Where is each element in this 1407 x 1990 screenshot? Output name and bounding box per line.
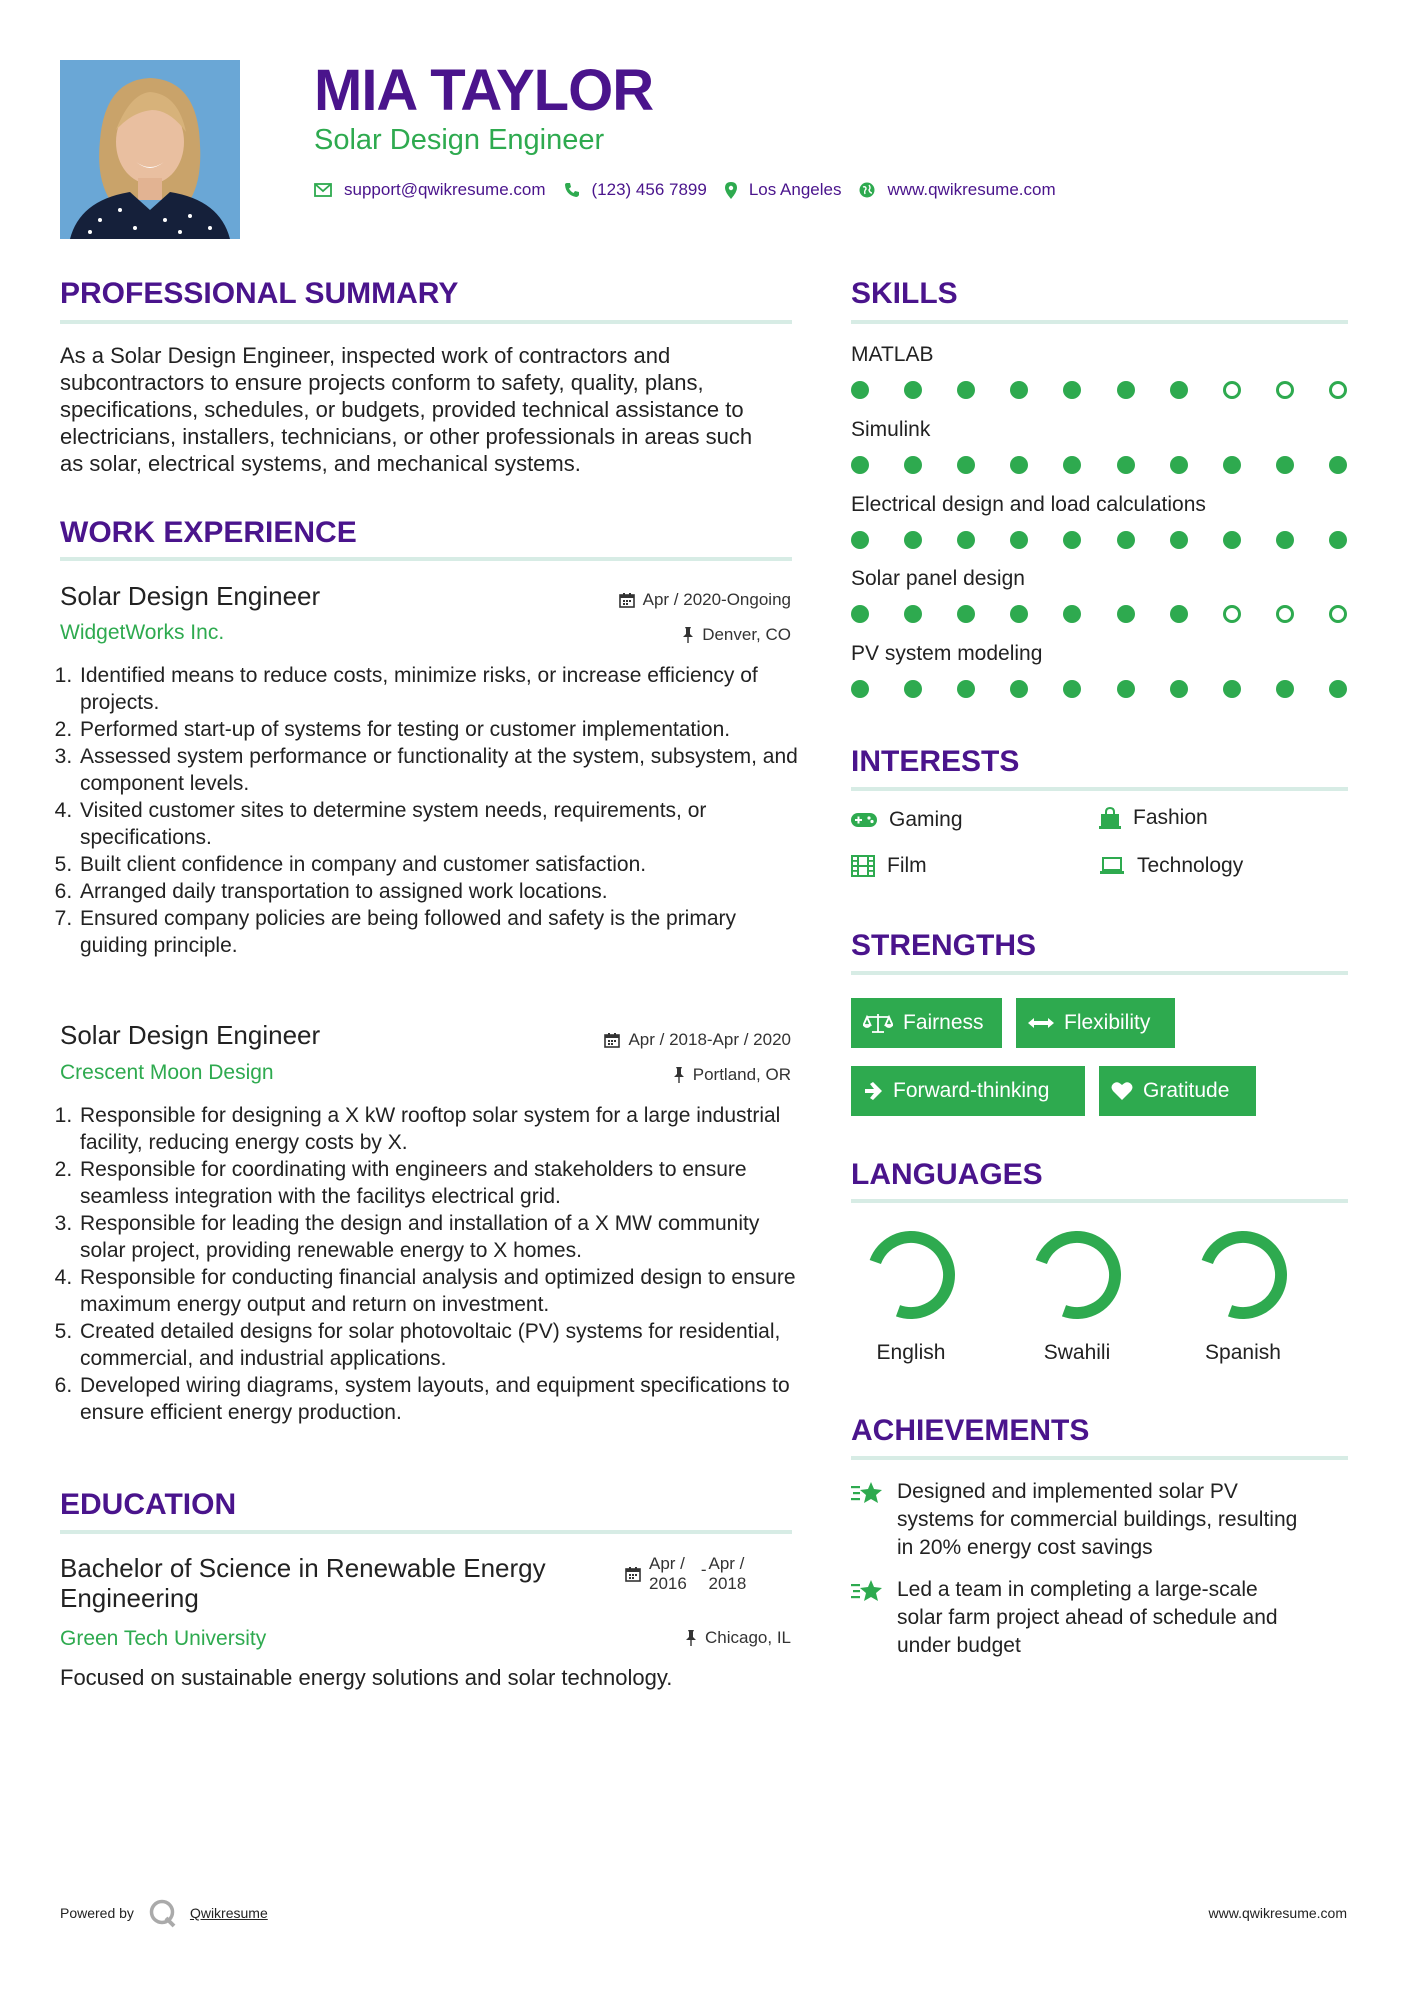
skill-dot-filled — [1276, 680, 1294, 698]
education-dates — [625, 1554, 746, 1594]
strength-fairness — [851, 998, 1002, 1048]
summary-text — [60, 342, 800, 477]
job-dates-text: Apr / 2018-Apr / 2020 — [628, 1030, 791, 1049]
language-name: Swahili — [1043, 1341, 1111, 1364]
skill-dot-filled — [851, 456, 869, 474]
skill-dot-empty — [1329, 605, 1347, 623]
contact-website[interactable] — [859, 180, 1055, 200]
skill-dot-filled — [1170, 381, 1188, 399]
interest-technology — [1099, 854, 1243, 878]
language-progress-ring — [1027, 1225, 1127, 1325]
skill-dot-filled — [1063, 605, 1081, 623]
shooting-star-icon — [851, 1578, 885, 1604]
education-location-text: Chicago, IL — [705, 1628, 791, 1647]
job-location-text: Denver, CO — [702, 625, 791, 644]
education-location — [685, 1627, 791, 1649]
contact-location — [725, 180, 842, 200]
job-duties — [60, 662, 798, 959]
languages-rule — [851, 1199, 1348, 1203]
skill-dot-empty — [1276, 381, 1294, 399]
interest-label: Film — [887, 854, 927, 877]
skill-dot-filled — [1010, 605, 1028, 623]
skill-dot-filled — [1329, 680, 1347, 698]
skill-dot-filled — [1010, 531, 1028, 549]
work-rule — [60, 557, 792, 561]
interest-label: Technology — [1137, 854, 1244, 877]
skill-dot-filled — [1117, 605, 1135, 623]
candidate-name: MIA TAYLOR — [314, 58, 654, 123]
qwikresume-link[interactable]: Qwikresume — [189, 1905, 268, 1921]
skill-dot-filled — [1170, 605, 1188, 623]
skill-item — [851, 417, 1347, 492]
education-start-year: 2016 — [649, 1574, 687, 1593]
achievements-rule — [851, 1456, 1348, 1460]
skill-dot-filled — [1329, 456, 1347, 474]
skill-dot-filled — [1117, 680, 1135, 698]
calendar-icon — [619, 592, 635, 608]
job-duties — [60, 1102, 798, 1426]
powered-by-text: Powered by — [60, 1905, 134, 1921]
skill-dot-filled — [1276, 456, 1294, 474]
skills-heading: SKILLS — [851, 277, 958, 310]
laptop-icon — [1099, 856, 1125, 876]
skill-dot-filled — [1223, 456, 1241, 474]
summary-line: specifications, schedules, or budgets, provided technical assistance to — [60, 397, 744, 422]
skill-dot-filled — [1223, 680, 1241, 698]
skill-dot-filled — [1117, 456, 1135, 474]
job-title: Solar Design Engineer — [60, 581, 321, 611]
language-name: English — [876, 1341, 946, 1364]
achievement-text — [897, 1576, 1278, 1660]
strength-label: Fairness — [903, 1011, 984, 1034]
shooting-star-icon — [851, 1480, 885, 1506]
pushpin-icon — [682, 627, 694, 643]
candidate-title: Solar Design Engineer — [314, 124, 605, 156]
profile-photo — [60, 60, 240, 239]
education-end — [709, 1554, 747, 1594]
strengths-rule — [851, 971, 1348, 975]
interest-film — [851, 854, 927, 878]
strength-label: Gratitude — [1143, 1079, 1230, 1102]
skill-name: Electrical design and load calculations — [851, 493, 1206, 516]
contact-email[interactable] — [314, 180, 546, 200]
skill-dot-filled — [851, 680, 869, 698]
skill-name: Solar panel design — [851, 567, 1025, 590]
skill-dot-empty — [1276, 605, 1294, 623]
strength-flexibility — [1016, 998, 1175, 1048]
interests-heading: INTERESTS — [851, 745, 1020, 778]
skill-rating — [851, 605, 1347, 623]
achievement-line: systems for commercial buildings, resulting — [897, 1508, 1298, 1531]
job-company: WidgetWorks Inc. — [60, 621, 225, 644]
balance-scale-icon — [863, 1012, 893, 1034]
duty-item: 2. Performed start-up of systems for testing or customer implementation. — [78, 716, 798, 743]
language-name: Spanish — [1205, 1341, 1281, 1364]
skill-dot-filled — [957, 605, 975, 623]
job-dates-text: Apr / 2020-Ongoing — [642, 590, 791, 609]
calendar-icon — [625, 1566, 641, 1582]
degree-line: Bachelor of Science in Renewable Energy — [60, 1553, 546, 1583]
language-arc — [875, 1237, 949, 1313]
interest-fashion — [1099, 806, 1208, 830]
contact-phone-text: (123) 456 7899 — [591, 180, 707, 199]
degree — [60, 1553, 620, 1613]
skill-dot-filled — [904, 531, 922, 549]
profile-photo-graphic — [60, 60, 240, 239]
skill-dot-filled — [851, 381, 869, 399]
summary-heading: PROFESSIONAL SUMMARY — [60, 277, 459, 310]
skill-dot-filled — [1170, 531, 1188, 549]
job-dates — [619, 589, 791, 611]
skill-dot-filled — [957, 680, 975, 698]
skill-dot-filled — [1063, 680, 1081, 698]
skill-dot-empty — [1329, 381, 1347, 399]
achievement-line: Designed and implemented solar PV — [897, 1480, 1238, 1503]
strength-label: Flexibility — [1064, 1011, 1151, 1034]
education-start-month: Apr / — [649, 1554, 685, 1573]
achievement-item — [851, 1478, 1297, 1562]
interest-label: Gaming — [889, 808, 963, 831]
duty-item: 5. Created detailed designs for solar photovoltaic (PV) systems for residential, commercial, and industrial applications. — [78, 1318, 798, 1372]
education-end-year: 2018 — [708, 1574, 747, 1593]
duty-item: 4. Responsible for conducting financial analysis and optimized design to ensure maximum energy output and return on investment. — [78, 1264, 798, 1318]
skill-dot-filled — [1117, 531, 1135, 549]
film-icon — [851, 855, 875, 877]
summary-rule — [60, 320, 792, 324]
work-heading: WORK EXPERIENCE — [60, 516, 357, 549]
achievement-line: Led a team in completing a large-scale — [897, 1578, 1258, 1601]
summary-line: electricians, installers, technicians, or other professionals in areas such — [60, 424, 753, 449]
school-name: Green Tech University — [60, 1627, 267, 1650]
language-progress-ring — [1193, 1225, 1293, 1325]
education-heading: EDUCATION — [60, 1488, 237, 1521]
skill-dot-filled — [1010, 456, 1028, 474]
language-item — [1168, 1225, 1318, 1365]
map-marker-icon — [725, 182, 737, 199]
education-end-month: Apr / — [708, 1554, 745, 1573]
language-arc — [1041, 1237, 1115, 1313]
contact-bar — [314, 178, 1074, 202]
duty-item: 3. Assessed system performance or functionality at the system, subsystem, and component levels. — [78, 743, 798, 797]
education-start — [649, 1554, 687, 1594]
job-company: Crescent Moon Design — [60, 1061, 274, 1084]
contact-email-text: support@qwikresume.com — [344, 180, 546, 199]
skill-rating — [851, 456, 1347, 474]
skill-name: Simulink — [851, 418, 931, 441]
skill-dot-empty — [1223, 605, 1241, 623]
duty-item: 2. Responsible for coordinating with engineers and stakeholders to ensure seamless integration with the facilitys electrical grid. — [78, 1156, 798, 1210]
globe-icon — [859, 182, 875, 198]
skill-dot-filled — [1063, 531, 1081, 549]
language-arc — [1207, 1237, 1281, 1313]
skill-dot-filled — [1329, 531, 1347, 549]
skill-item — [851, 641, 1347, 716]
job-location — [673, 1064, 791, 1086]
duty-item: 1. Identified means to reduce costs, minimize risks, or increase efficiency of projects. — [78, 662, 798, 716]
pushpin-icon — [685, 1630, 697, 1646]
duty-item: 6. Developed wiring diagrams, system layouts, and equipment specifications to ensure efficient energy production. — [78, 1372, 798, 1426]
skill-rating — [851, 531, 1347, 549]
skill-dot-filled — [1276, 531, 1294, 549]
strength-forward-thinking — [851, 1066, 1085, 1116]
skill-dot-filled — [957, 456, 975, 474]
skill-dot-filled — [904, 381, 922, 399]
skill-rating — [851, 381, 1347, 399]
job-title: Solar Design Engineer — [60, 1020, 321, 1050]
skill-dot-filled — [851, 605, 869, 623]
degree-line: Engineering — [60, 1583, 199, 1613]
strengths-heading: STRENGTHS — [851, 929, 1037, 962]
education-description: Focused on sustainable energy solutions and solar technology. — [60, 1665, 673, 1690]
strength-gratitude — [1099, 1066, 1256, 1116]
calendar-icon — [604, 1032, 620, 1048]
skill-item — [851, 492, 1347, 566]
date-separator: - — [700, 1560, 707, 1579]
phone-icon — [564, 182, 580, 198]
gamepad-icon — [851, 812, 877, 828]
skills-rule — [851, 320, 1348, 324]
languages-list — [836, 1225, 1318, 1365]
duty-item: 4. Visited customer sites to determine system needs, requirements, or specifications. — [78, 797, 798, 851]
skill-dot-filled — [904, 605, 922, 623]
strength-label: Forward-thinking — [893, 1079, 1050, 1102]
duty-item: 5. Built client confidence in company and customer satisfaction. — [78, 851, 798, 878]
footer-website[interactable]: www.qwikresume.com — [1208, 1905, 1347, 1921]
qwikresume-logo-icon — [148, 1898, 178, 1928]
skill-dot-filled — [1010, 680, 1028, 698]
duty-item: 6. Arranged daily transportation to assigned work locations. — [78, 878, 798, 905]
achievement-line: under budget — [897, 1634, 1021, 1657]
skill-dot-filled — [1063, 456, 1081, 474]
skill-item — [851, 342, 1347, 417]
skills-list — [851, 342, 1347, 716]
interest-gaming — [851, 808, 963, 832]
skill-item — [851, 566, 1347, 641]
envelope-icon — [314, 183, 332, 197]
duty-item: 7. Ensured company policies are being followed and safety is the primary guiding principle. — [78, 905, 798, 959]
skill-rating — [851, 680, 1347, 698]
skill-dot-filled — [1063, 381, 1081, 399]
achievement-line: in 20% energy cost savings — [897, 1536, 1153, 1559]
skill-dot-filled — [904, 456, 922, 474]
skill-dot-filled — [957, 531, 975, 549]
shopping-bag-icon — [1099, 807, 1121, 829]
arrow-right-icon — [863, 1081, 883, 1101]
arrows-horizontal-icon — [1028, 1016, 1054, 1030]
summary-line: As a Solar Design Engineer, inspected work of contractors and — [60, 343, 671, 368]
duty-item: 3. Responsible for leading the design and installation of a X MW community solar project, providing renewable energy to X homes. — [78, 1210, 798, 1264]
contact-location-text: Los Angeles — [748, 180, 842, 199]
contact-phone[interactable] — [564, 180, 707, 200]
duty-item: 1. Responsible for designing a X kW rooftop solar system for a large industrial facility, reducing energy costs by X. — [78, 1102, 798, 1156]
language-item — [1002, 1225, 1152, 1365]
skill-dot-filled — [1223, 531, 1241, 549]
heart-icon — [1111, 1081, 1133, 1101]
achievement-item — [851, 1576, 1278, 1660]
skill-dot-filled — [957, 381, 975, 399]
summary-line: subcontractors to ensure projects conform to safety, quality, plans, — [60, 370, 704, 395]
skill-dot-filled — [851, 531, 869, 549]
footer-powered-by — [60, 1898, 268, 1928]
skill-dot-filled — [1010, 381, 1028, 399]
language-item — [836, 1225, 986, 1365]
achievement-line: solar farm project ahead of schedule and — [897, 1606, 1278, 1629]
skill-dot-empty — [1223, 381, 1241, 399]
achievements-heading: ACHIEVEMENTS — [851, 1414, 1090, 1447]
skill-dot-filled — [1170, 680, 1188, 698]
job-location — [682, 624, 791, 646]
job-dates — [604, 1029, 791, 1051]
interests-rule — [851, 787, 1348, 791]
skill-dot-filled — [1117, 381, 1135, 399]
languages-heading: LANGUAGES — [851, 1158, 1043, 1191]
achievement-text — [897, 1478, 1297, 1562]
language-progress-ring — [861, 1225, 961, 1325]
contact-website-text: www.qwikresume.com — [887, 180, 1056, 199]
job-location-text: Portland, OR — [692, 1065, 791, 1084]
pushpin-icon — [673, 1067, 685, 1083]
education-rule — [60, 1530, 792, 1534]
interest-label: Fashion — [1133, 806, 1208, 829]
skill-name: PV system modeling — [851, 642, 1043, 665]
skill-dot-filled — [1170, 456, 1188, 474]
skill-name: MATLAB — [851, 343, 934, 366]
summary-line: as solar, electrical systems, and mechanical systems. — [60, 451, 581, 476]
skill-dot-filled — [904, 680, 922, 698]
